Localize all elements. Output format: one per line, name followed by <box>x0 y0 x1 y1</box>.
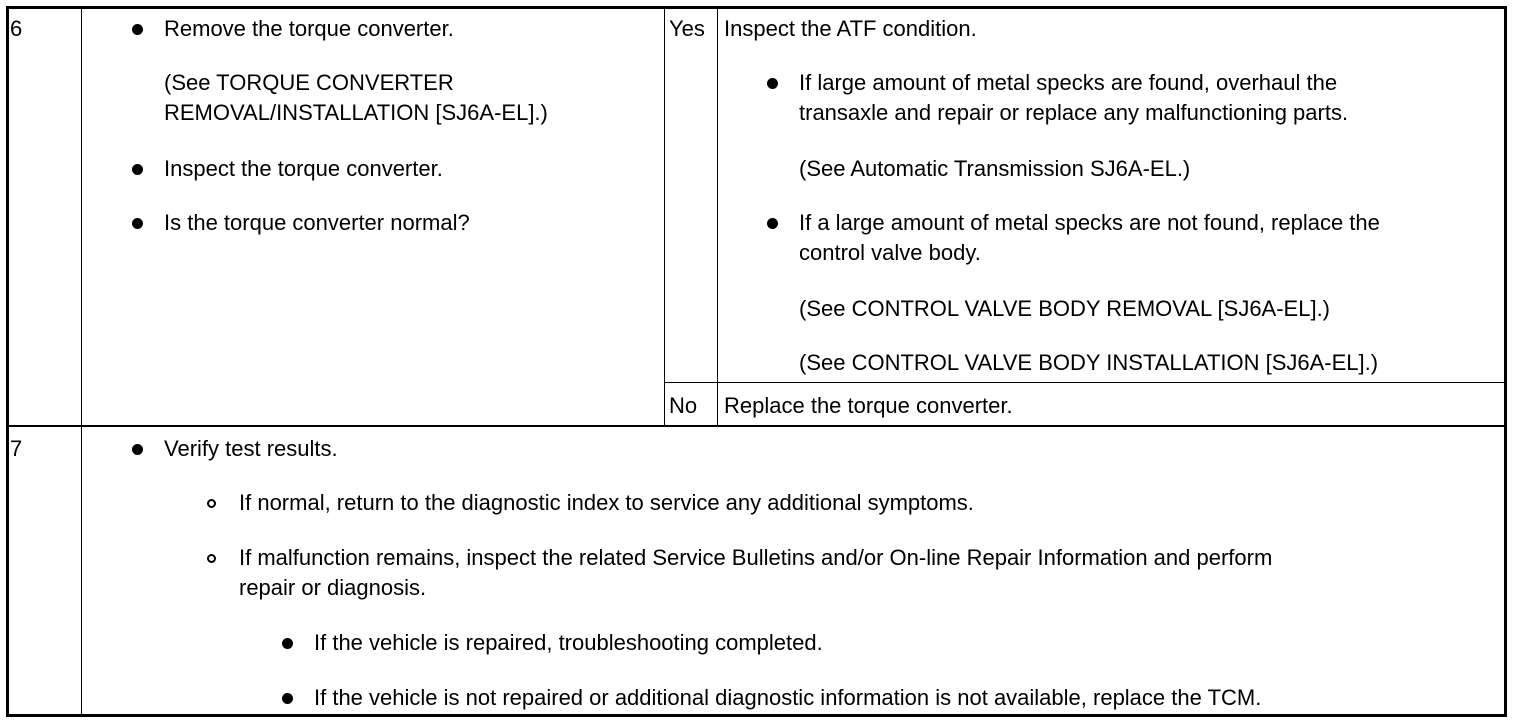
bullet-dot <box>132 444 143 455</box>
yes-result-text: transaxle and repair or replace any malfunctioning parts. <box>799 100 1349 125</box>
table-border-bottom <box>6 714 1507 717</box>
yes-result-reference: (See CONTROL VALVE BODY REMOVAL [SJ6A-EL].) <box>799 296 1331 321</box>
yes-result-text: control valve body. <box>799 240 981 265</box>
result-column-divider <box>717 6 718 426</box>
action-text: repair or diagnosis. <box>239 575 427 600</box>
yes-no-divider <box>664 382 1507 383</box>
row-divider <box>6 425 1507 427</box>
bullet-dot <box>767 78 778 89</box>
action-reference: REMOVAL/INSTALLATION [SJ6A-EL].) <box>164 100 548 125</box>
action-text: If the vehicle is repaired, troubleshooting completed. <box>314 630 823 655</box>
action-text: Remove the torque converter. <box>164 16 454 41</box>
bullet-ring <box>207 554 216 563</box>
step-number: 6 <box>10 16 23 41</box>
yes-result-reference: (See CONTROL VALVE BODY INSTALLATION [SJ6A-EL].) <box>799 350 1379 375</box>
bullet-dot <box>282 638 293 649</box>
bullet-ring <box>207 499 216 508</box>
action-column-divider <box>664 6 665 426</box>
bullet-dot <box>132 164 143 175</box>
yes-result-text: If large amount of metal specks are found, overhaul the <box>799 70 1338 95</box>
yes-label: Yes <box>669 16 705 41</box>
table-border-right <box>1504 6 1507 717</box>
step-column-divider <box>81 6 82 717</box>
bullet-dot <box>282 693 293 704</box>
bullet-dot <box>132 218 143 229</box>
yes-result-reference: (See Automatic Transmission SJ6A-EL.) <box>799 156 1191 181</box>
table-border-left <box>6 6 9 717</box>
no-result-text: Replace the torque converter. <box>724 393 1013 418</box>
action-text: Verify test results. <box>164 436 338 461</box>
yes-result-text: If a large amount of metal specks are not found, replace the <box>799 210 1380 235</box>
step-number: 7 <box>10 436 23 461</box>
table-border-top <box>6 6 1507 9</box>
action-reference: (See TORQUE CONVERTER <box>164 70 454 95</box>
action-text: If normal, return to the diagnostic index to service any additional symptoms. <box>239 490 974 515</box>
action-text: Inspect the torque converter. <box>164 156 443 181</box>
bullet-dot <box>132 24 143 35</box>
no-label: No <box>669 393 698 418</box>
action-text: If malfunction remains, inspect the related Service Bulletins and/or On-line Repair Information and perform <box>239 545 1273 570</box>
action-question: Is the torque converter normal? <box>164 210 470 235</box>
action-text: If the vehicle is not repaired or additional diagnostic information is not available, replace the TCM. <box>314 685 1262 710</box>
yes-result-text: Inspect the ATF condition. <box>724 16 977 41</box>
bullet-dot <box>767 218 778 229</box>
